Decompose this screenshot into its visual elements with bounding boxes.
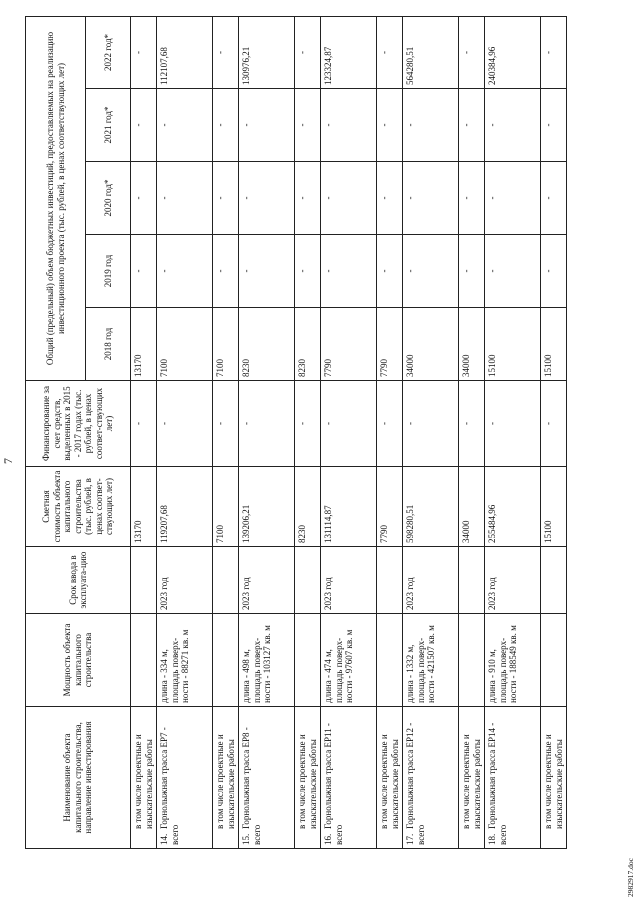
cell-year-value: 130976,21 [239,16,295,88]
cell-year-value: 13170 [131,308,157,381]
cell-year-value: - [295,162,321,235]
cell-year-value: - [403,89,459,162]
cell-estimate: 7100 [213,467,239,547]
header-capacity: Мощность объекта капитального строительства [26,614,131,707]
cell-year-value: - [131,89,157,162]
cell-commission [131,547,157,614]
cell-financing: - [321,381,377,467]
row-name: Горнолыжная трасса ЕР11 - всего [323,723,344,845]
cell-year-value: 8230 [295,308,321,381]
table-row [321,16,377,848]
cell-year-value: - [321,89,377,162]
cell-year-value: 7790 [377,308,403,381]
cell-year-value: - [239,89,295,162]
cell-year-value: - [213,235,239,308]
cell-year-value: 15100 [485,308,541,381]
table-row [157,16,213,848]
table-row [377,16,403,848]
cell-year-value: 564280,51 [403,16,459,88]
cell-year-value: - [321,162,377,235]
table-row [485,16,541,848]
cell-year-value: - [541,16,567,88]
cell-year-value: - [459,162,485,235]
cell-year-value: - [157,162,213,235]
cell-capacity: длина - 474 м, площадь поверх-ности - 97607 кв. м [321,614,377,707]
table-row [131,16,157,848]
header-year: 2021 год* [86,89,131,162]
cell-capacity [213,614,239,707]
row-name: Горнолыжная трасса ЕР12 - всего [405,722,426,845]
row-name: в том числе проектные и изыскательские работы [379,734,400,829]
cell-year-value: - [403,162,459,235]
cell-estimate: 15100 [541,467,567,547]
cell-year-value: 240384,96 [485,16,541,88]
header-commission: Срок ввода в эксплуата-цию [26,547,131,614]
row-name: в том числе проектные и изыскательские работы [133,734,154,829]
cell-year-value: - [541,89,567,162]
table-row [541,16,567,848]
cell-financing: - [377,381,403,467]
cell-commission [377,547,403,614]
cell-name [213,707,239,849]
cell-estimate: 8230 [295,467,321,547]
cell-commission: 2023 год [157,547,213,614]
row-number: 18. [487,833,497,845]
cell-name [377,707,403,849]
cell-financing: - [131,381,157,467]
cell-year-value: - [377,89,403,162]
cell-estimate: 119207,68 [157,467,213,547]
table-row [239,16,295,848]
table-row [295,16,321,848]
cell-capacity [295,614,321,707]
cell-estimate: 34000 [459,467,485,547]
cell-year-value: - [459,16,485,88]
cell-commission: 2023 год [321,547,377,614]
cell-year-value: - [131,162,157,235]
table-row [213,16,239,848]
cell-capacity [377,614,403,707]
investment-table [25,16,567,849]
cell-capacity [541,614,567,707]
cell-year-value: - [295,235,321,308]
header-budget: Общий (предельный) объем бюджетных инвестиций, предоставляемых на реализацию инвестиционного проекта (тыс. рублей, в ценах соответствующих лет) [26,16,86,380]
cell-year-value: - [157,235,213,308]
row-name: в том числе проектные и изыскательские работы [461,734,482,829]
cell-estimate: 255484,96 [485,467,541,547]
cell-year-value: - [295,89,321,162]
row-number: 15. [241,833,251,845]
header-estimate: Сметная стоимость объекта капитального строительства (тыс. рублей, в ценах соответ-ствующих лет) [26,467,131,547]
cell-capacity [459,614,485,707]
cell-year-value: 112107,68 [157,16,213,88]
header-year: 2022 год* [86,16,131,88]
cell-name [403,707,459,849]
cell-estimate: 131114,87 [321,467,377,547]
cell-year-value: - [377,16,403,88]
cell-year-value: - [131,235,157,308]
cell-year-value: - [213,89,239,162]
row-name: Горнолыжная трасса ЕР8 - всего [241,727,262,845]
cell-name [485,707,541,849]
cell-commission [295,547,321,614]
header-financing: Финансирование за счет средств, выделенных в 2015 - 2017 годах (тыс. рублей, в ценах соответ-ствующих лет) [26,381,131,467]
cell-year-value: - [459,235,485,308]
row-name: в том числе проектные и изыскательские работы [215,734,236,829]
cell-year-value: - [239,235,295,308]
row-number: 14. [159,833,169,845]
cell-year-value: 7100 [157,308,213,381]
header-year: 2018 год [86,308,131,381]
cell-year-value: 34000 [459,308,485,381]
cell-commission [213,547,239,614]
cell-financing: - [157,381,213,467]
row-name: в том числе проектные и изыскательские работы [543,734,564,829]
cell-year-value: - [157,89,213,162]
cell-name [131,707,157,849]
cell-financing: - [459,381,485,467]
cell-year-value: - [541,235,567,308]
cell-commission [459,547,485,614]
cell-estimate: 598280,51 [403,467,459,547]
cell-year-value: 123324,87 [321,16,377,88]
cell-capacity: длина - 334 м, площадь поверх-ности - 88271 кв. м [157,614,213,707]
cell-year-value: - [485,89,541,162]
page-number: 7 [1,458,15,464]
row-number: 16. [323,833,333,845]
row-name: Горнолыжная трасса ЕР14 - всего [487,722,508,845]
cell-financing: - [295,381,321,467]
cell-financing: - [239,381,295,467]
cell-capacity: длина - 1332 м, площадь поверх-ности - 421507 кв. м [403,614,459,707]
cell-estimate: 7790 [377,467,403,547]
table-row [459,16,485,848]
cell-year-value: 34000 [403,308,459,381]
cell-year-value: - [541,162,567,235]
cell-commission: 2023 год [403,547,459,614]
cell-year-value: - [213,16,239,88]
cell-commission [541,547,567,614]
file-name: 2982917.doc [626,858,635,897]
cell-name [239,707,295,849]
cell-year-value: - [485,235,541,308]
cell-name [541,707,567,849]
row-number: 17. [405,833,415,845]
cell-capacity: длина - 910 м, площадь поверх-ности - 188549 кв. м [485,614,541,707]
cell-year-value: - [377,235,403,308]
table-row [403,16,459,848]
header-year: 2019 год [86,235,131,308]
cell-year-value: - [321,235,377,308]
cell-name [295,707,321,849]
cell-name [157,707,213,849]
cell-year-value: 8230 [239,308,295,381]
cell-year-value: 15100 [541,308,567,381]
cell-year-value: - [459,89,485,162]
cell-financing: - [403,381,459,467]
cell-commission: 2023 год [239,547,295,614]
cell-year-value: - [295,16,321,88]
cell-year-value: - [213,162,239,235]
cell-year-value: - [485,162,541,235]
cell-estimate: 13170 [131,467,157,547]
cell-year-value: - [131,16,157,88]
cell-year-value: - [377,162,403,235]
header-year: 2020 год* [86,162,131,235]
cell-year-value: - [403,235,459,308]
cell-estimate: 139206,21 [239,467,295,547]
cell-capacity [131,614,157,707]
cell-name [459,707,485,849]
cell-financing: - [541,381,567,467]
cell-commission: 2023 год [485,547,541,614]
row-name: Горнолыжная трасса ЕР7 - всего [159,727,180,845]
row-name: в том числе проектные и изыскательские работы [297,734,318,829]
cell-financing: - [213,381,239,467]
table-body [131,16,567,848]
header-name: Наименование объекта капитального строительства, направление инвестирования [26,707,131,849]
cell-name [321,707,377,849]
cell-year-value: - [239,162,295,235]
cell-year-value: 7100 [213,308,239,381]
cell-financing: - [485,381,541,467]
cell-capacity: длина - 498 м, площадь поверх-ности - 103127 кв. м [239,614,295,707]
cell-year-value: 7790 [321,308,377,381]
